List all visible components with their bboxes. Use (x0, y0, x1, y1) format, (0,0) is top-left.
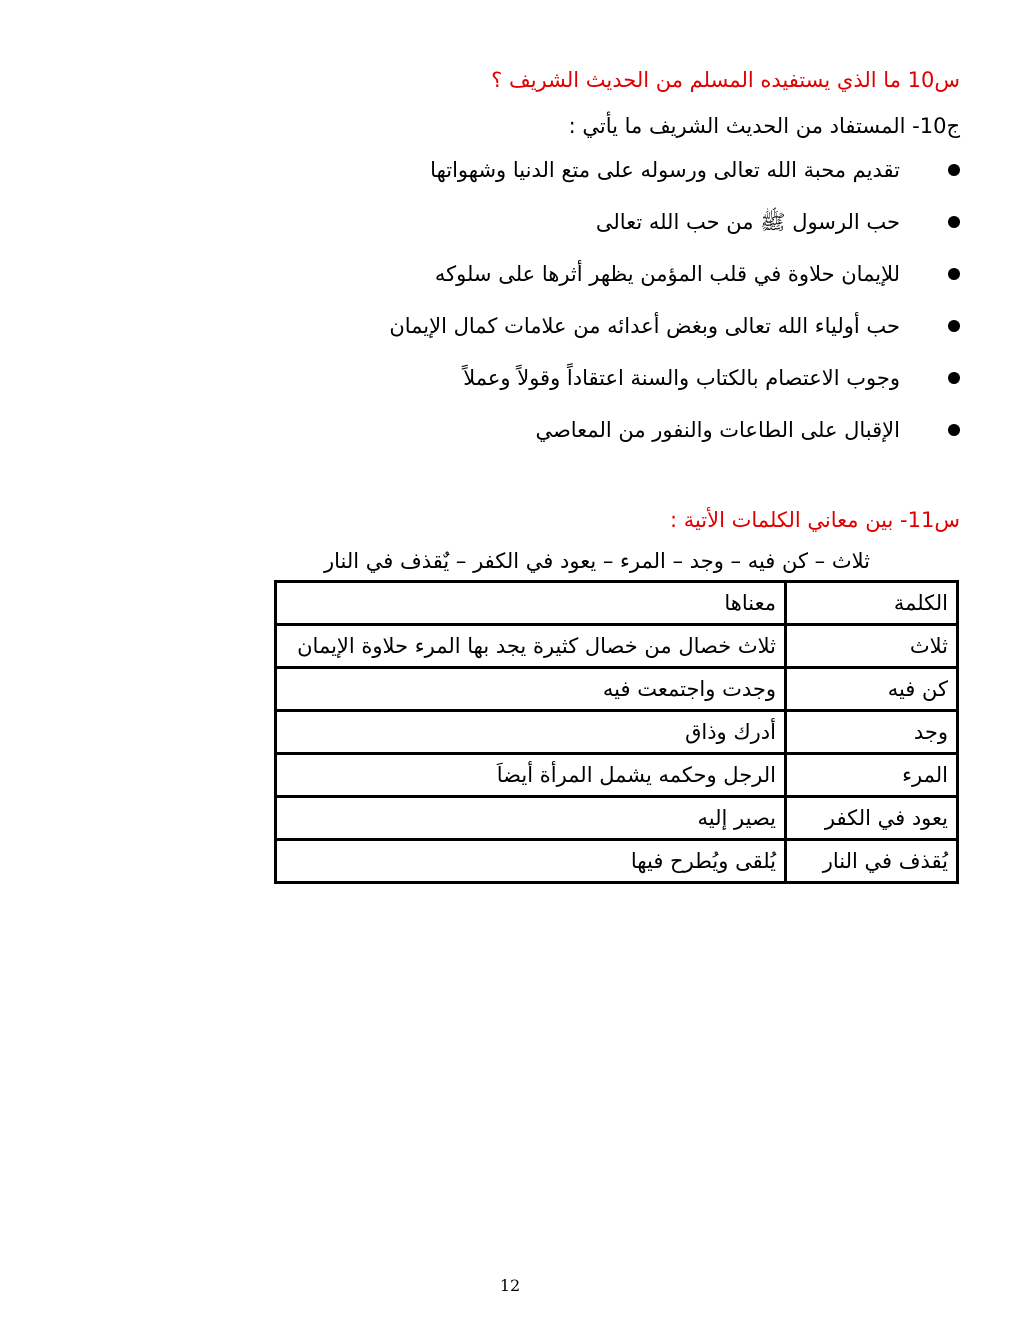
word-cell: يُقذف في النار (786, 840, 958, 883)
list-item (240, 202, 960, 254)
bullet-dot-icon (948, 164, 960, 176)
list-item-text: حب أولياء الله تعالى وبغض أعدائه من علامات كمال الإيمان (389, 314, 900, 338)
header-meaning-cell: معناها (276, 582, 786, 625)
table-row (276, 840, 958, 883)
list-item-text: الإقبال على الطاعات والنفور من المعاصي (535, 418, 900, 442)
table-row (276, 797, 958, 840)
question-11-title: س11- بين معاني الكلمات الأتية : (669, 508, 960, 532)
list-item (240, 306, 960, 358)
list-item (240, 150, 960, 202)
list-item-text: حب الرسول ﷺ من حب الله تعالى (595, 210, 900, 234)
table-header-row (276, 582, 958, 625)
word-cell: المرء (786, 754, 958, 797)
answer-10-bullet-list (240, 150, 960, 462)
table-row (276, 668, 958, 711)
answer-10-intro: ج10- المستفاد من الحديث الشريف ما يأتي : (568, 114, 960, 138)
bullet-dot-icon (948, 216, 960, 228)
meaning-cell: أدرك وذاق (276, 711, 786, 754)
page-number: 12 (499, 1276, 521, 1295)
bullet-dot-icon (948, 268, 960, 280)
meaning-cell: يصير إليه (276, 797, 786, 840)
words-list-line: ثلاث – كن فيه – وجد – المرء – يعود في الكفر – يٌقذف في النار (323, 549, 870, 573)
list-item (240, 358, 960, 410)
table-row (276, 754, 958, 797)
word-meanings-table (274, 580, 959, 884)
list-item (240, 410, 960, 462)
list-item-text: للإيمان حلاوة في قلب المؤمن يظهر أثرها على سلوكه (434, 262, 900, 286)
list-item (240, 254, 960, 306)
word-cell: يعود في الكفر (786, 797, 958, 840)
list-item-text: وجوب الاعتصام بالكتاب والسنة اعتقاداً وقولاً وعملاً (463, 366, 900, 390)
meaning-cell: وجدت واجتمعت فيه (276, 668, 786, 711)
word-cell: وجد (786, 711, 958, 754)
bullet-dot-icon (948, 372, 960, 384)
question-10-title: س10 ما الذي يستفيده المسلم من الحديث الشريف ؟ (491, 68, 960, 92)
meaning-cell: يُلقى ويُطرح فيها (276, 840, 786, 883)
word-cell: كن فيه (786, 668, 958, 711)
bullet-dot-icon (948, 320, 960, 332)
table-row (276, 625, 958, 668)
meaning-cell: الرجل وحكمه يشمل المرأة أيضاَ (276, 754, 786, 797)
meaning-cell: ثلاث خصال من خصال كثيرة يجد بها المرء حلاوة الإيمان (276, 625, 786, 668)
table-row (276, 711, 958, 754)
list-item-text: تقديم محبة الله تعالى ورسوله على متع الدنيا وشهواتها (430, 158, 900, 182)
header-word-cell: الكلمة (786, 582, 958, 625)
word-cell: ثلاث (786, 625, 958, 668)
bullet-dot-icon (948, 424, 960, 436)
